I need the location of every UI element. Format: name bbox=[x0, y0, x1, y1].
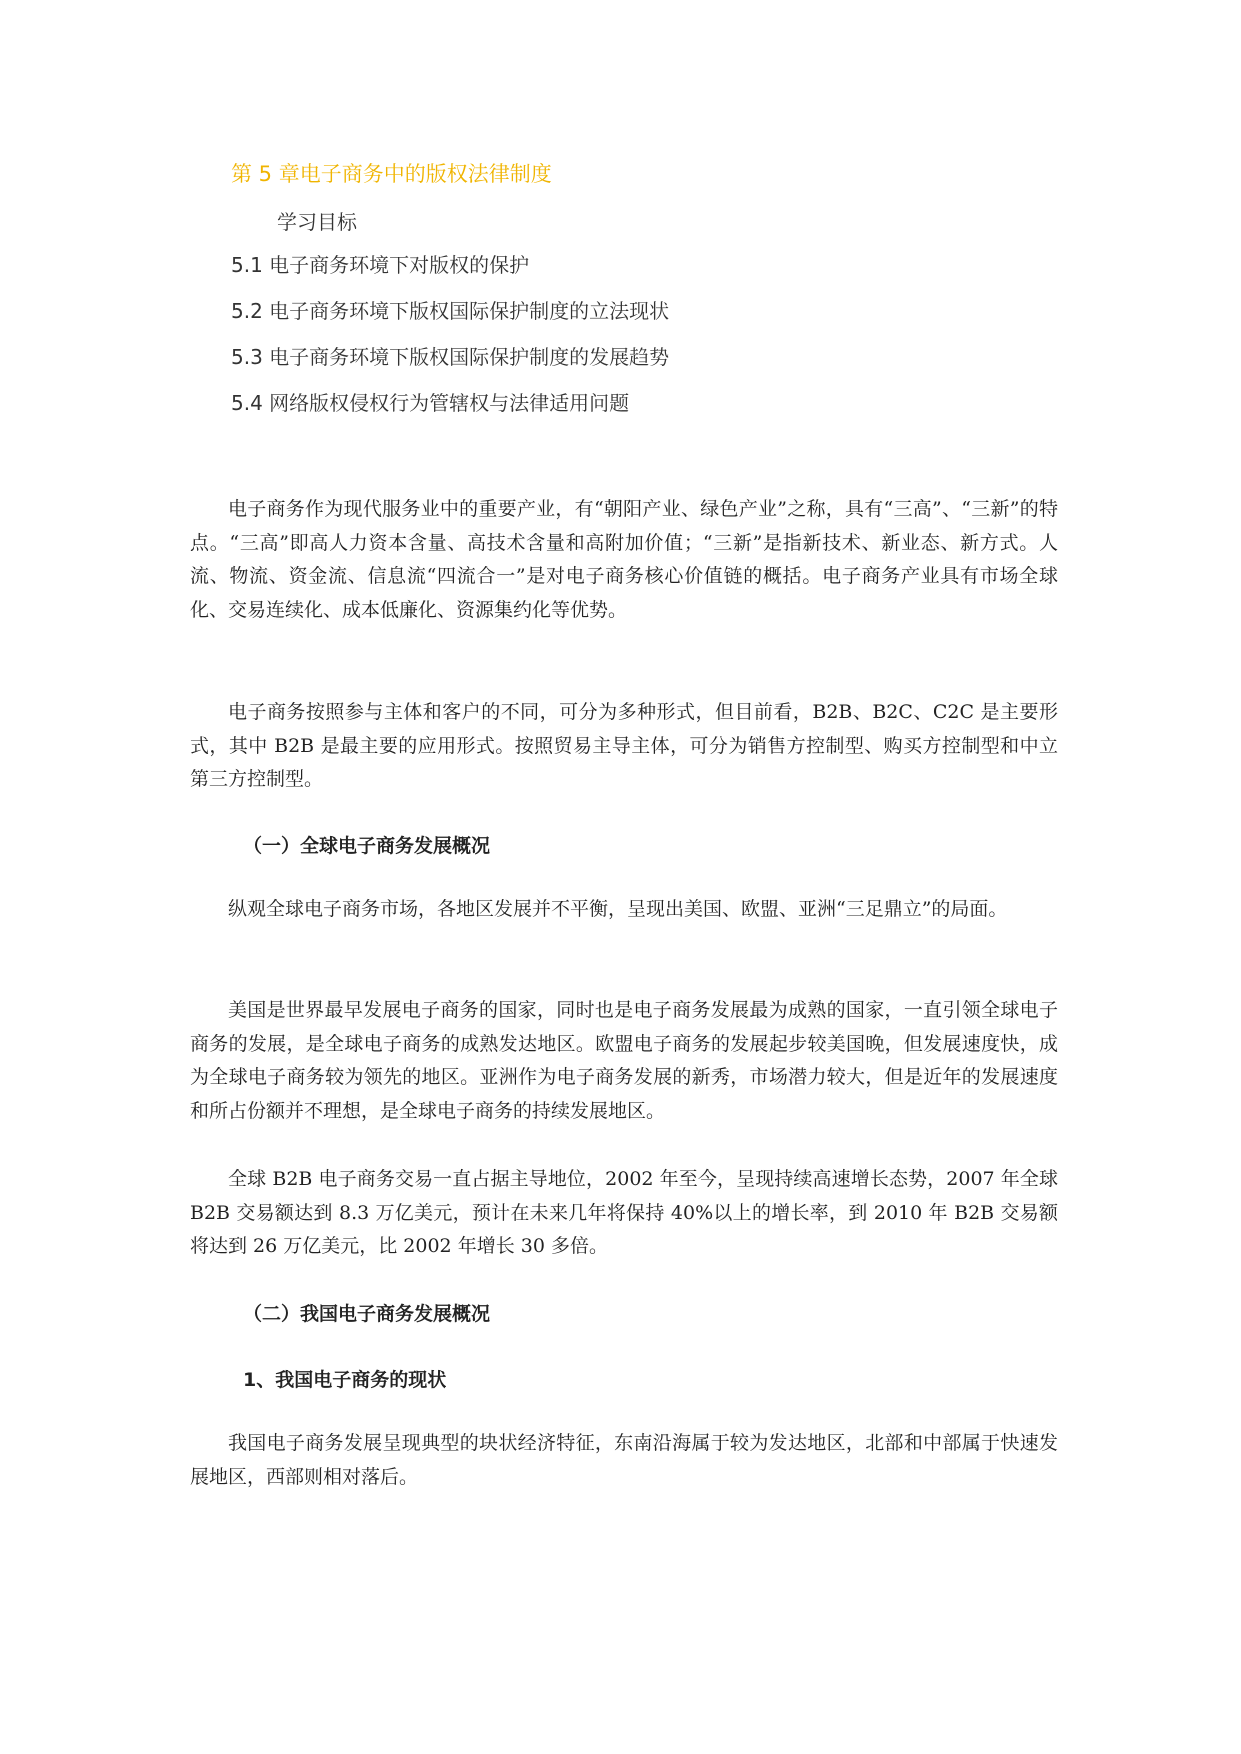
paragraph-forms: 电子商务按照参与主体和客户的不同，可分为多种形式，但目前看，B2B、B2C、C2C 是主要形式，其中 B2B 是最主要的应用形式。按照贸易主导主体，可分为销售方控制型、购买方控制型和中立第三方控制型。 bbox=[190, 701, 1058, 790]
toc-item: 5.2 电子商务环境下版权国际保护制度的立法现状 bbox=[231, 299, 670, 323]
paragraph-b2b-growth: 全球 B2B 电子商务交易一直占据主导地位，2002 年至今，呈现持续高速增长态势，2007 年全球 B2B 交易额达到 8.3 万亿美元，预计在未来几年将保持 40%以上的增长率，到 2010 年 B2B 交易额将达到 26 万亿美元，比 2002 年增长 30 多倍。 bbox=[190, 1168, 1058, 1257]
heading-global-overview: （一）全球电子商务发展概况 bbox=[243, 835, 491, 857]
heading-china-overview: （二）我国电子商务发展概况 bbox=[243, 1303, 491, 1325]
toc-item: 5.4 网络版权侵权行为管辖权与法律适用问题 bbox=[231, 391, 630, 415]
toc-item: 5.3 电子商务环境下版权国际保护制度的发展趋势 bbox=[231, 345, 670, 369]
heading-china-status: 1、我国电子商务的现状 bbox=[243, 1369, 447, 1391]
paragraph-china-status: 我国电子商务发展呈现典型的块状经济特征，东南沿海属于较为发达地区，北部和中部属于快速发展地区，西部则相对落后。 bbox=[190, 1432, 1058, 1488]
paragraph-intro: 电子商务作为现代服务业中的重要产业，有“朝阳产业、绿色产业”之称，具有“三高”、“三新”的特点。“三高”即高人力资本含量、高技术含量和高附加价值；“三新”是指新技术、新业态、新方式。人流、物流、资金流、信息流“四流合一”是对电子商务核心价值链的概括。电子商务产业具有市场全球化、交易连续化、成本低廉化、资源集约化等优势。 bbox=[190, 498, 1058, 621]
learning-goals-label: 学习目标 bbox=[277, 210, 357, 234]
toc-item: 5.1 电子商务环境下对版权的保护 bbox=[231, 253, 530, 277]
chapter-title: 第 5 章电子商务中的版权法律制度 bbox=[231, 162, 552, 186]
toc-list bbox=[231, 252, 669, 436]
paragraph-regions: 美国是世界最早发展电子商务的国家，同时也是电子商务发展最为成熟的国家，一直引领全球电子商务的发展，是全球电子商务的成熟发达地区。欧盟电子商务的发展起步较美国晚，但发展速度快，成为全球电子商务较为领先的地区。亚洲作为电子商务发展的新秀，市场潜力较大，但是近年的发展速度和所占份额并不理想，是全球电子商务的持续发展地区。 bbox=[190, 999, 1058, 1122]
paragraph-global-market: 纵观全球电子商务市场，各地区发展并不平衡，呈现出美国、欧盟、亚洲“三足鼎立”的局面。 bbox=[228, 898, 1008, 920]
